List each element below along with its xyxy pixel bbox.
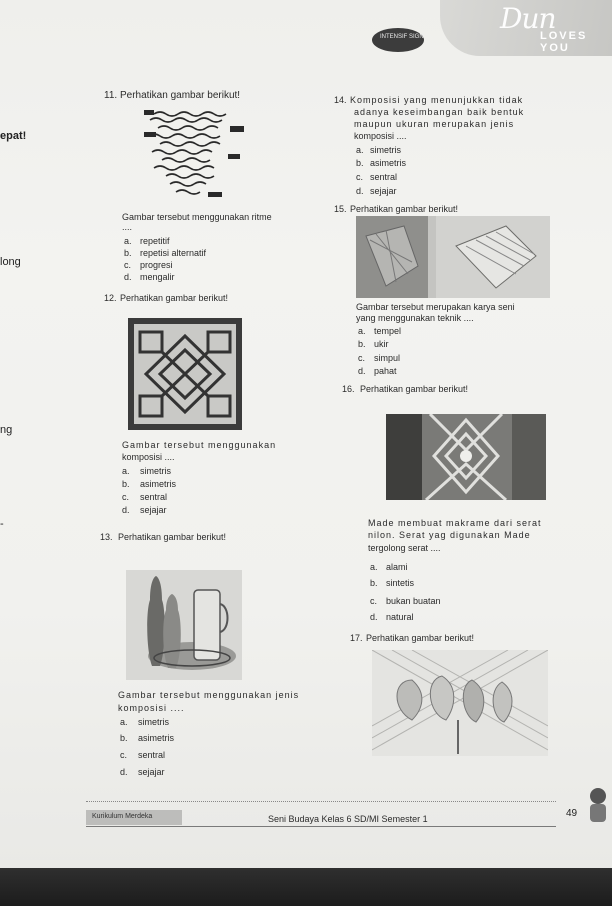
q11-caption: Gambar tersebut menggunakan ritme: [122, 212, 272, 222]
q14-option-d-text: sejajar: [370, 186, 397, 196]
curriculum-label: [86, 810, 182, 825]
q14-option-d-letter: d.: [356, 186, 364, 196]
q12-geometric-pattern-image: [128, 318, 242, 430]
q13-prompt: Perhatikan gambar berikut!: [118, 532, 227, 542]
footer-rule: [86, 826, 556, 827]
q14-number: 14.: [334, 95, 347, 105]
q14-option-b-letter: b.: [356, 158, 364, 168]
q12-option-a-letter: a.: [122, 466, 130, 476]
q15-option-a-letter: a.: [358, 326, 366, 336]
q15-caption: Gambar tersebut merupakan karya seni: [356, 302, 515, 312]
q16-option-d-text: natural: [386, 612, 414, 622]
q15-option-c-text: simpul: [374, 353, 401, 363]
q12-caption-cont: komposisi ....: [122, 452, 175, 462]
margin-fragment: epat!: [0, 130, 27, 142]
q17-macrame-leaves-image: [372, 650, 548, 756]
q13-number: 13.: [100, 532, 113, 542]
q12-caption: Gambar tersebut menggunakan: [122, 440, 277, 450]
q13-vases-still-life-image: [126, 570, 242, 680]
q13-option-a-text: simetris: [138, 717, 169, 727]
q14-option-a-text: simetris: [370, 145, 401, 155]
q14-line: maupun ukuran merupakan jenis: [354, 119, 515, 129]
q11-caption-cont: ....: [122, 222, 133, 232]
q15-option-d-letter: d.: [358, 366, 366, 376]
q16-prompt: Perhatikan gambar berikut!: [360, 384, 469, 394]
q15-option-b-letter: b.: [358, 339, 366, 349]
q16-macrame-knot-photo: [386, 414, 546, 500]
table-surface: [0, 868, 612, 906]
curriculum-label-text: Kurikulum Merdeka: [92, 813, 153, 820]
q15-option-a-text: tempel: [374, 326, 402, 336]
q16-caption: Made membuat makrame dari serat: [368, 518, 542, 528]
q13-option-c-letter: c.: [120, 750, 128, 760]
q16-option-c-text: bukan buatan: [386, 596, 441, 606]
q16-option-b-letter: b.: [370, 578, 378, 588]
q11-prompt: Perhatikan gambar berikut!: [120, 90, 241, 101]
q13-option-b-text: asimetris: [138, 733, 175, 743]
page-number: 49: [566, 808, 578, 819]
q11-option-b-text: repetisi alternatif: [140, 248, 207, 258]
q14-option-c-text: sentral: [370, 172, 398, 182]
q17-prompt: Perhatikan gambar berikut!: [366, 633, 475, 643]
q12-prompt: Perhatikan gambar berikut!: [120, 293, 229, 303]
q14-option-c-letter: c.: [356, 172, 364, 182]
q13-caption: Gambar tersebut menggunakan jenis: [118, 690, 300, 700]
q15-option-b-text: ukir: [374, 339, 389, 349]
seal-text: INTENSIF SIGN: [380, 34, 424, 40]
q16-caption-end: tergolong serat ....: [368, 543, 441, 553]
q16-option-b-text: sintetis: [386, 578, 415, 588]
q11-option-d-text: mengalir: [140, 272, 175, 282]
q11-wave-pattern-image: [140, 106, 252, 202]
q14-option-b-text: asimetris: [370, 158, 407, 168]
q16-option-c-letter: c.: [370, 596, 378, 606]
q13-option-a-letter: a.: [120, 717, 128, 727]
q17-number: 17.: [350, 633, 363, 643]
q11-option-a-text: repetitif: [140, 236, 170, 246]
q11-option-b-letter: b.: [124, 248, 132, 258]
mascot-icon: [584, 786, 612, 826]
q15-prompt: Perhatikan gambar berikut!: [350, 204, 459, 214]
q14-line: komposisi ....: [354, 131, 407, 141]
margin-fragment: ng: [0, 424, 13, 436]
q11-option-c-letter: c.: [124, 260, 132, 270]
q12-option-d-text: sejajar: [140, 505, 167, 515]
q16-option-d-letter: d.: [370, 612, 378, 622]
brand-logo: Dun: [500, 2, 556, 35]
q13-option-c-text: sentral: [138, 750, 166, 760]
q13-option-b-letter: b.: [120, 733, 128, 743]
q11-option-c-text: progresi: [140, 260, 173, 270]
q15-caption-cont: yang menggunakan teknik ....: [356, 313, 474, 323]
margin-fragment: -: [0, 518, 4, 530]
brand-tagline: LOVES YOU: [540, 30, 588, 54]
q16-number: 16.: [342, 384, 355, 394]
q14-line: adanya keseimbangan baik bentuk: [354, 107, 525, 117]
margin-fragment: long: [0, 256, 21, 268]
q12-option-a-text: simetris: [140, 466, 171, 476]
book-title: Seni Budaya Kelas 6 SD/MI Semester 1: [268, 814, 428, 824]
q14-option-a-letter: a.: [356, 145, 364, 155]
q12-option-b-letter: b.: [122, 479, 130, 489]
q15-option-c-letter: c.: [358, 353, 366, 363]
q14-line: Komposisi yang menunjukkan tidak: [350, 95, 524, 105]
q12-option-c-letter: c.: [122, 492, 130, 502]
q12-option-b-text: asimetris: [140, 479, 177, 489]
footer-dotted-rule: [86, 801, 556, 802]
q16-option-a-text: alami: [386, 562, 408, 572]
q15-option-d-text: pahat: [374, 366, 397, 376]
q12-option-d-letter: d.: [122, 505, 130, 515]
q16-caption-cont: nilon. Serat yag digunakan Made: [368, 530, 531, 540]
q13-option-d-text: sejajar: [138, 767, 165, 777]
seal-badge: [372, 28, 424, 52]
q11-option-a-letter: a.: [124, 236, 132, 246]
q11-number: 11.: [104, 90, 118, 101]
q16-option-a-letter: a.: [370, 562, 378, 572]
q15-number: 15.: [334, 204, 347, 214]
q12-number: 12.: [104, 293, 117, 303]
q13-caption-cont: komposisi ....: [118, 703, 185, 713]
q15-macrame-photo: [356, 216, 550, 298]
q12-option-c-text: sentral: [140, 492, 168, 502]
q11-option-d-letter: d.: [124, 272, 132, 282]
q13-option-d-letter: d.: [120, 767, 128, 777]
